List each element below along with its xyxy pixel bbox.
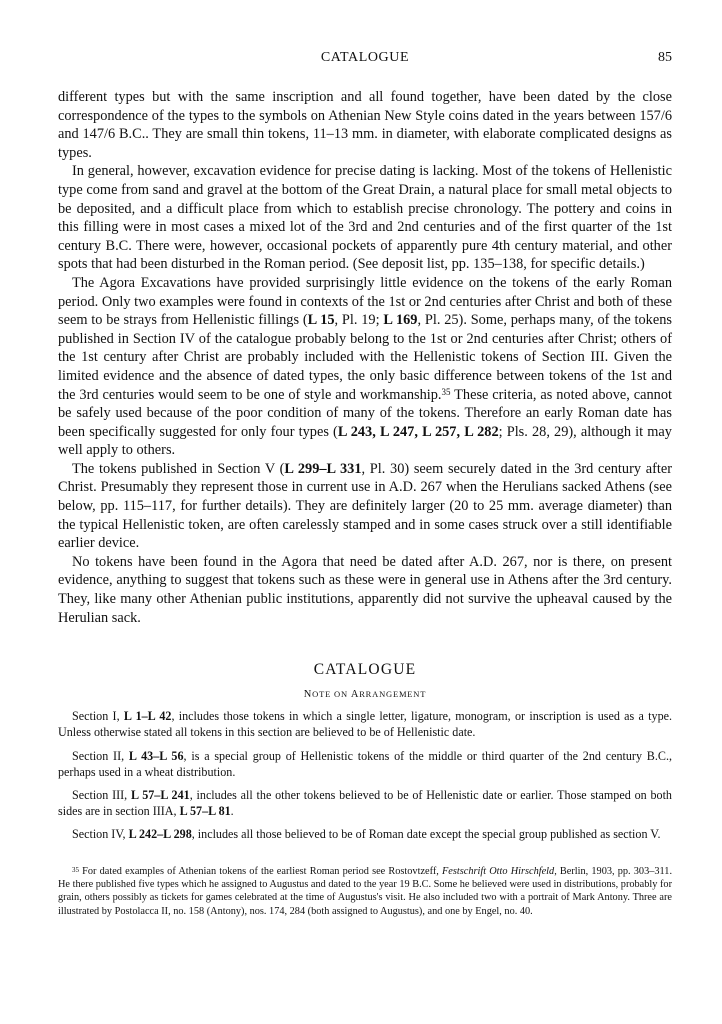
paragraph-3-text: , Pl. 25). Some, perhaps many, of the tokens published in Section IV of the catalogue probably belong to the 1st or 2nd centuries after Christ; others of the 1st century after Christ are probably included with the Hellenistic tokens of Section III. Given the limited evidence and the absence of dated types, the only basic difference between tokens of the 1st and the 3rd centuries would seem to be one of style and workmanship. xyxy=(58,312,672,403)
section-entry-text: . xyxy=(230,804,234,819)
catalogue-reference: L 57–L 81 xyxy=(179,804,231,819)
catalogue-reference: L 1–L 42 xyxy=(123,709,172,724)
catalogue-reference: L 169 xyxy=(383,312,418,329)
footnote-mark: 35 xyxy=(72,865,79,874)
paragraph-3-text: , Pl. 19; xyxy=(334,312,384,329)
subhead-initial: A xyxy=(350,689,360,701)
catalogue-reference: L 15 xyxy=(307,312,335,329)
paragraph-3-text: ; Pls. 28, 29), although it may well apply to others. xyxy=(58,423,672,459)
paragraph-5: No tokens have been found in the Agora that need be dated after A.D. 267, nor is there, on present evidence, anything to suggest that tokens such as these were in general use in Athens after the 3rd century. They, like many other Athenian public institutions, apparently did not survive the upheaval caused by the Herulian sack. xyxy=(58,553,672,626)
catalogue-reference: L 57–L 241 xyxy=(131,788,190,803)
page xyxy=(58,44,672,918)
section-entry-text: Section II, xyxy=(72,748,129,763)
section-entry-text: , includes those tokens in which a single letter, ligature, monogram, or inscription is used as a type. Unless otherwise stated all tokens in this section are believed to be of Hellenistic date. xyxy=(58,709,673,740)
section-entry-text: , includes all those believed to be of Roman date except the special group published as section V. xyxy=(191,827,661,842)
section-entry xyxy=(58,748,672,780)
paragraph-4-text: The tokens published in Section V ( xyxy=(72,460,285,477)
paragraph-4-text: , Pl. 30) seem securely dated in the 3rd century after Christ. Presumably they represent those in current use in A.D. 267 when the Herulians sacked Athens (see below, pp. 115–117, for further details). They are definitely larger (20 to 25 mm. average diameter) than the typical Hellenistic token, are often carelessly stamped and in some cases struck over a still identifiable earlier device. xyxy=(58,460,672,552)
subhead-smallcaps: OTE ON xyxy=(312,689,351,700)
footnote-text: , Berlin, 1903, pp. 303–311. He there published five types which he assigned to Augustus and dated to the year 19 B.C. Some he believed were used in distributions, probably for grain, others possibly as tickets for games celebrated at the time of Augustus's visit. He also included two with a portrait of Mark Antony. Three are illustrated by Postolacca II, no. 158 (Antony), nos. 174, 284 (both assigned to Augustus), and one by Engel, no. 40. xyxy=(58,865,673,917)
section-entry-text: Section III, xyxy=(72,788,131,803)
section-entry xyxy=(58,708,672,740)
note-on-arrangement-heading xyxy=(58,689,672,700)
section-entry-text: Section IV, xyxy=(72,827,129,842)
page-header xyxy=(58,44,672,68)
section-entry-text: Section I, xyxy=(72,709,124,724)
catalogue-reference: L 43–L 56 xyxy=(128,748,184,763)
footnote-text: For dated examples of Athenian tokens of the earliest Roman period see Rostovtzeff, xyxy=(82,865,443,877)
catalogue-reference: L 243, L 247, L 257, L 282 xyxy=(337,423,499,440)
catalogue-reference: L 299–L 331 xyxy=(284,460,362,477)
running-title: CATALOGUE xyxy=(320,50,410,65)
section-entry-text: , includes all the other tokens believed to be of Hellenistic date or earlier. Those stamped on both sides are in section IIIA, xyxy=(58,788,672,819)
footnote-reference[interactable]: 35 xyxy=(441,386,451,397)
section-entry-text: , is a special group of Hellenistic tokens of the middle or third quarter of the 2nd century B.C., perhaps used in a wheat distribution. xyxy=(58,748,672,779)
body-text xyxy=(58,88,672,627)
paragraph-3-text: The Agora Excavations have provided surprisingly little evidence on the tokens of the early Roman period. Only two examples were found in contexts of the 1st or 2nd centuries after Christ and both of these seem to be strays from Hellenistic fillings ( xyxy=(58,274,672,329)
paragraph-3 xyxy=(58,274,672,460)
catalogue-reference: L 242–L 298 xyxy=(128,827,192,842)
section-entry xyxy=(58,826,672,842)
page-number: 85 xyxy=(658,50,672,65)
catalogue-heading: CATALOGUE xyxy=(313,661,417,679)
paragraph-4 xyxy=(58,460,672,553)
paragraph-2: In general, however, excavation evidence for precise dating is lacking. Most of the tokens of Hellenistic type come from sand and gravel at the bottom of the Great Drain, a natural place for small metal objects to be deposited, and a difficult place from which to establish precise chronology. The pottery and coins in this filling were in most cases a mixed lot of the 3rd and 2nd centuries and of the first quarter of the 1st century B.C. There were, however, occasional pockets of apparently pure 4th century material, and other spots that had been disturbed in the Roman period. (See deposit list, pp. 135–138, for specific details.) xyxy=(58,163,672,273)
subhead-initial: N xyxy=(303,689,313,701)
paragraph-3-text: These criteria, as noted above, cannot be safely used because of the poor condition of many of the tokens. Therefore an early Roman date has been specifically suggested for only four types ( xyxy=(58,386,672,440)
paragraph-1: different types but with the same inscription and all found together, have been dated by the close correspondence of the types to the symbols on Athenian New Style coins dated in the years between 157/6 and 147/6 B.C.. They are small thin tokens, 11–13 mm. in diameter, with elaborate complicated designs as types. xyxy=(58,89,672,161)
arrangement-list xyxy=(58,708,672,842)
footnote xyxy=(58,865,672,918)
subhead-smallcaps: RRANGEMENT xyxy=(359,689,427,700)
footnote-title: Festschrift Otto Hirschfeld xyxy=(442,865,555,877)
section-entry xyxy=(58,787,672,819)
